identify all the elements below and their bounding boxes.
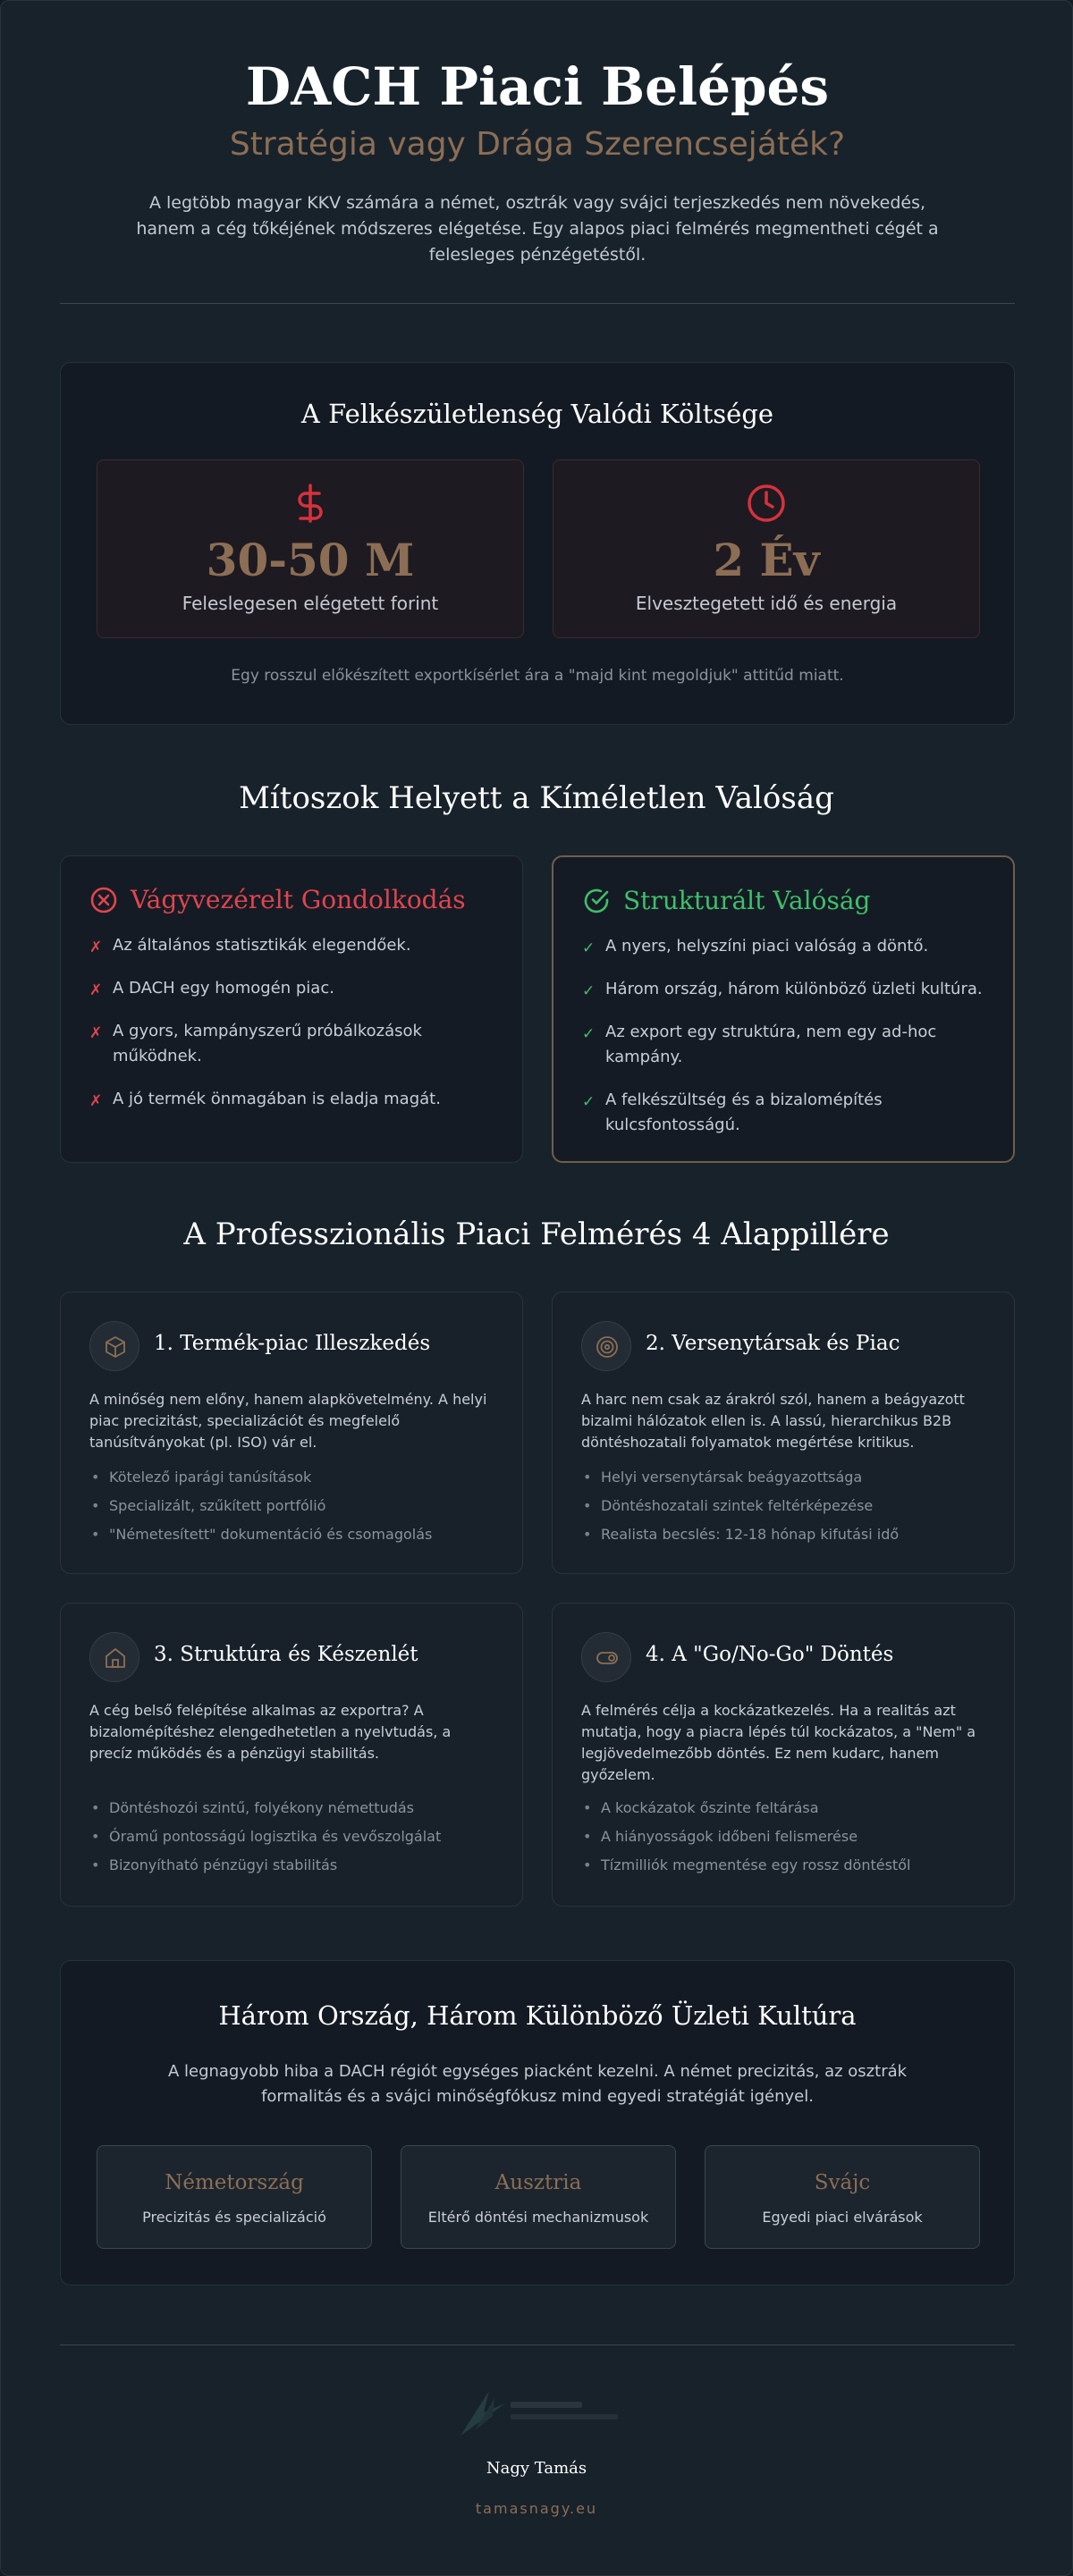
structured-reality-card [552,855,1015,1163]
dollar-icon [289,482,332,525]
cost-value: 30-50 M [206,534,415,586]
pillar-title: 1. Termék-piac Illeszkedés [154,1332,431,1355]
list-item: ✗ Az általános statisztikák elegendőek. [89,933,501,958]
pillar-desc: A cég belső felépítése alkalmas az exportra? A bizalomépítéshez elengedhetetlen a nyelvtudás, a precíz működés és a pénzügyi stabilitás. [89,1702,452,1762]
divider [60,303,1015,304]
list-item: ✓ Az export egy struktúra, nem egy ad-hoc kampány. [582,1023,937,1066]
list-item: • Bizonyítható pénzügyi stabilitás [89,1856,501,1875]
pillar-title: 4. A "Go/No-Go" Döntés [646,1643,894,1666]
pillar-bullets [581,1468,993,1553]
cost-label: Elvesztegetett idő és energia [635,593,898,614]
country-box [705,2145,980,2249]
pillar-bullets [581,1798,993,1884]
myths-heading: Mítoszok Helyett a Kíméletlen Valóság [239,780,834,816]
pillars-heading: A Professzionális Piaci Felmérés 4 Alappillére [183,1216,890,1252]
cross-icon: ✗ [89,1024,103,1042]
list-item: ✓ A felkészültség és a bizalomépítés kulcsfontosságú. [582,1090,883,1134]
country-box [401,2145,676,2249]
country-desc: Egyedi piaci elvárások [762,2209,923,2226]
pillar-bullets [89,1798,501,1884]
pillar-card [60,1292,523,1574]
pillar-title: 3. Struktúra és Készenlét [154,1643,418,1666]
country-name: Ausztria [494,2171,582,2194]
cost-label: Feleslegesen elégetett forint [182,593,439,614]
pillar-card [552,1603,1015,1907]
check-icon: ✓ [582,1093,596,1111]
footer-url[interactable]: tamasnagy.eu [475,2500,598,2517]
wishful-thinking-card [60,855,523,1163]
check-icon: ✓ [582,1025,596,1043]
house-icon [104,1646,127,1670]
pillar-title: 2. Versenytársak és Piac [646,1332,900,1355]
check-icon: ✓ [582,939,596,957]
list-item: • Döntéshozatali szintek feltérképezése [581,1496,993,1516]
cost-box-money [97,459,524,638]
cost-note: Egy rosszul előkészített exportkísérlet ára a "majd kint megoldjuk" attitűd miatt. [231,667,844,685]
pillar-desc: A harc nem csak az árakról szól, hanem a beágyazott bizalmi hálózatok ellen is. A lassú, hierarchikus B2B döntéshozatali folyamatok megértése kritikus. [581,1391,965,1451]
check-icon: ✓ [582,982,596,1000]
countries-heading: Három Ország, Három Különböző Üzleti Kultúra [218,2000,857,2031]
page-subtitle: Stratégia vagy Drága Szerencsejáték? [229,126,846,163]
cross-icon: ✗ [89,939,103,956]
pillar-card [60,1603,523,1907]
page-title: DACH Piaci Belépés [245,56,830,117]
list-item: • Helyi versenytársak beágyazottsága [581,1468,993,1487]
cross-icon: ✗ [89,1092,103,1110]
cost-heading: A Felkészületlenség Valódi Költsége [300,399,774,429]
pillar-bullets [89,1468,501,1553]
list-item: • Realista becslés: 12-18 hónap kifutási idő [581,1525,993,1545]
wishful-title: Vágyvezérelt Gondolkodás [131,885,466,914]
cross-icon: ✗ [89,981,103,999]
list-item: ✓ A nyers, helyszíni piaci valóság a döntő. [582,934,992,959]
wishful-list [89,933,501,1130]
list-item: ✓ Három ország, három különböző üzleti kultúra. [582,977,992,1002]
countries-section [60,1960,1015,2286]
check-circle-icon [582,887,611,915]
list-item: • Óramű pontosságú logisztika és vevőszolgálat [89,1827,501,1847]
country-desc: Precizitás és specializáció [142,2209,326,2226]
list-item: • Tízmilliók megmentése egy rossz döntéstől [581,1856,993,1875]
structured-list [582,934,992,1156]
country-desc: Eltérő döntési mechanizmusok [427,2209,649,2226]
footer-name: Nagy Tamás [486,2459,587,2478]
pillar-desc: A minőség nem előny, hanem alapkövetelmény. A helyi piac precizitást, specializációt és megfelelő tanúsítványokat (pl. ISO) vár el. [89,1391,487,1451]
list-item: • A kockázatok őszinte feltárása [581,1798,993,1818]
list-item: ✗ A DACH egy homogén piac. [89,976,501,1001]
header [60,55,1015,268]
country-box [97,2145,372,2249]
list-item: • Döntéshozói szintű, folyékony némettudás [89,1798,501,1818]
list-item: • Kötelező iparági tanúsítások [89,1468,501,1487]
clock-icon [745,482,788,525]
list-item: ✗ A jó termék önmagában is eladja magát. [89,1087,501,1112]
countries-lead: A legnagyobb hiba a DACH régiót egységes piacként kezelni. A német precizitás, az osztrák formalitás és a svájci minőségfókusz mind egyedi stratégiát igényel. [167,2062,908,2106]
x-circle-icon [89,886,118,914]
list-item: ✗ A gyors, kampányszerű próbálkozások működnek. [89,1022,422,1065]
country-name: Svájc [814,2171,871,2194]
divider [60,2344,1015,2345]
pillar-desc: A felmérés célja a kockázatkezelés. Ha a realitás azt mutatja, hogy a piacra lépés túl kockázatos, a "Nem" a legjövedelmezőbb döntés. Ez nem kudarc, hanem győzelem. [581,1702,976,1783]
brand-logo [453,2386,623,2439]
cost-section [60,362,1015,725]
list-item: • A hiányosságok időbeni felismerése [581,1827,993,1847]
cost-value: 2 Év [713,534,820,586]
target-icon [596,1335,619,1359]
toggle-icon [596,1646,619,1670]
pillar-card [552,1292,1015,1574]
box-icon [104,1335,127,1359]
cost-box-time [553,459,980,638]
list-item: • Specializált, szűkített portfólió [89,1496,501,1516]
intro-text: A legtöbb magyar KKV számára a német, osztrák vagy svájci terjeszkedés nem növekedés, hanem a cég tőkéjének módszeres elégetése. Egy alapos piaci felmérés megmentheti cégét a felesleges pénzégetéstől. [136,193,939,265]
list-item: • "Németesített" dokumentáció és csomagolás [89,1525,501,1545]
country-name: Németország [165,2171,304,2194]
structured-title: Strukturált Valóság [623,886,871,915]
